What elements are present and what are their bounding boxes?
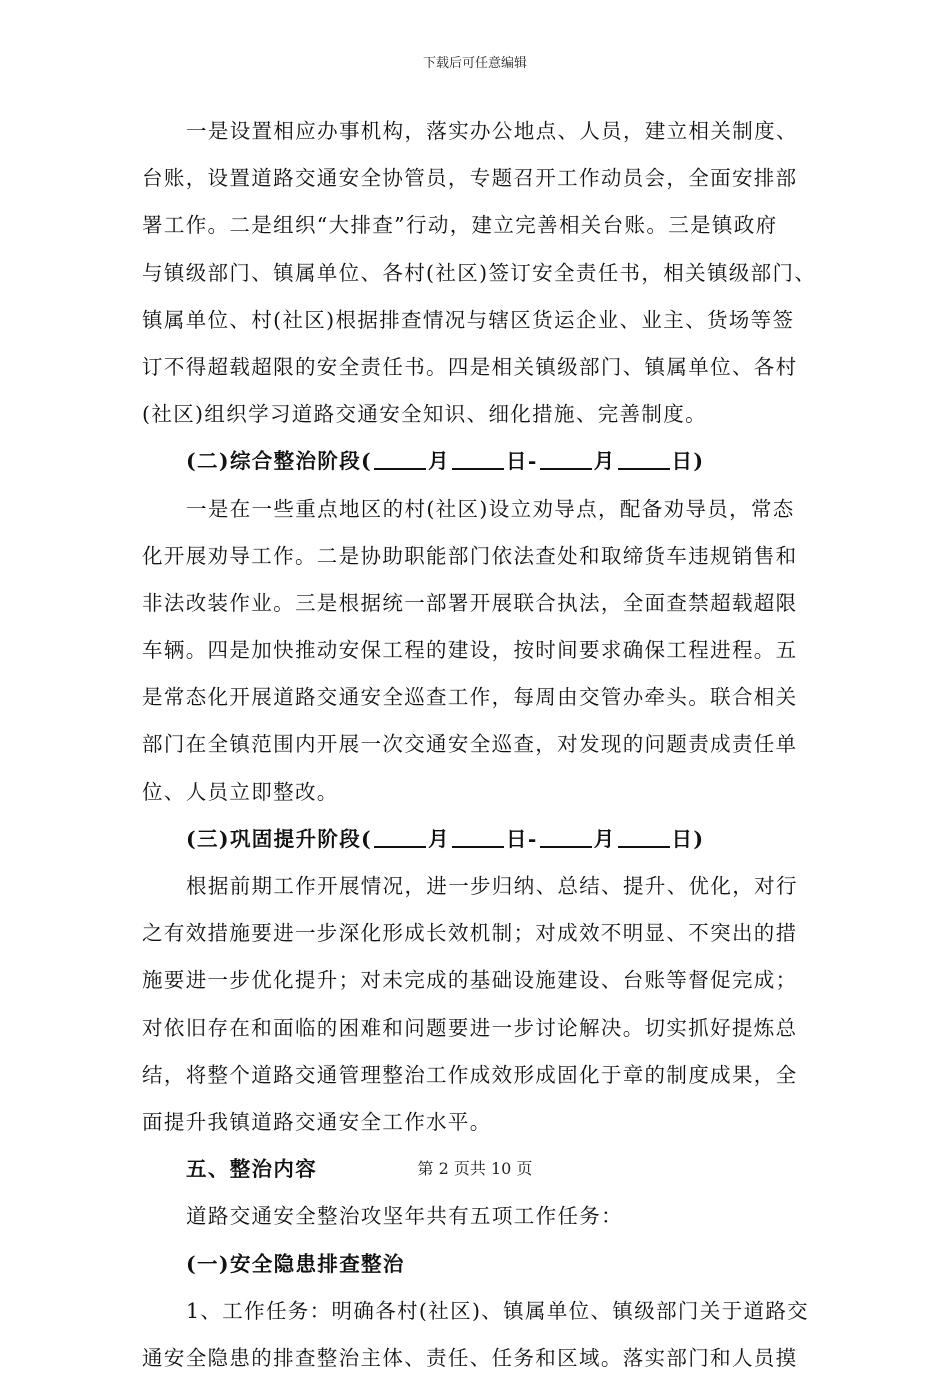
paragraph-line: 车辆。四是加快推动安保工程的建设，按时间要求确保工程进程。五: [142, 638, 798, 663]
subsection-heading: (一)安全隐患排查整治: [186, 1251, 405, 1276]
heading-month: 月: [428, 449, 450, 474]
blank-underline: [374, 448, 426, 470]
heading-end: 日): [671, 826, 705, 851]
paragraph-line: 镇属单位、村(社区)根据排查情况与辖区货运企业、业主、货场等签: [142, 307, 795, 332]
paragraph-line: 署工作。二是组织“大排查”行动，建立完善相关台账。三是镇政府: [142, 213, 778, 238]
heading-day: 日-: [505, 449, 538, 474]
paragraph-line: 对依旧存在和面临的困难和问题要进一步讨论解决。切实抓好提炼总: [142, 1015, 798, 1040]
paragraph-line: 一是在一些重点地区的村(社区)设立劝导点，配备劝导员，常态: [186, 496, 795, 521]
blank-underline: [374, 826, 426, 848]
page-footer: 第 2 页共 10 页: [417, 1159, 533, 1178]
paragraph-line: 结，将整个道路交通管理整治工作成效形成固化于章的制度成果，全: [142, 1062, 798, 1087]
blank-underline: [452, 826, 504, 848]
section-heading-stage2: [142, 438, 806, 485]
heading-month: 月: [593, 826, 616, 851]
section-heading-stage3: [142, 816, 806, 863]
paragraph-line: 是常态化开展道路交通安全巡查工作，每周由交管办牵头。联合相关: [142, 685, 798, 710]
blank-underline: [540, 448, 592, 470]
paragraph-line: 化开展劝导工作。二是协助职能部门依法查处和取缔货车违规销售和: [142, 543, 798, 568]
section-heading-content: 五、整治内容: [186, 1157, 318, 1182]
paragraph-line: 道路交通安全整治攻坚年共有五项工作任务：: [186, 1204, 623, 1229]
page-header: 下载后可任意编辑: [422, 56, 527, 71]
paragraph-line: 面提升我镇道路交通安全工作水平。: [142, 1109, 492, 1134]
heading-month: 月: [593, 449, 616, 474]
paragraph-line: 部门在全镇范围内开展一次交通安全巡查，对发现的问题责成责任单: [142, 732, 798, 757]
paragraph-line: 一是设置相应办事机构，落实办公地点、人员，建立相关制度、: [186, 119, 798, 143]
blank-underline: [540, 826, 592, 848]
heading-title: (二)综合整治阶段(: [186, 449, 373, 474]
heading-day: 日-: [505, 826, 538, 851]
paragraph-line: 台账，设置道路交通安全协管员，专题召开工作动员会，全面安排部: [142, 166, 798, 191]
paragraph-line: 之有效措施要进一步深化形成长效机制；对成效不明显、不突出的措: [142, 921, 798, 946]
paragraph-line: 1、工作任务：明确各村(社区)、镇属单位、镇级部门关于道路交: [186, 1298, 810, 1323]
blank-underline: [452, 448, 504, 470]
paragraph-line: 根据前期工作开展情况，进一步归纳、总结、提升、优化，对行: [186, 874, 798, 898]
paragraph-line: 非法改装作业。三是根据统一部署开展联合执法，全面查禁超载超限: [142, 590, 798, 615]
paragraph-line: 与镇级部门、镇属单位、各村(社区)签订安全责任书，相关镇级部门、: [142, 260, 817, 285]
blank-underline: [618, 826, 670, 848]
heading-end: 日): [671, 449, 705, 474]
heading-month: 月: [428, 826, 450, 851]
document-body: [142, 108, 817, 1382]
heading-title: (三)巩固提升阶段(: [186, 826, 373, 851]
paragraph-line: 订不得超载超限的安全责任书。四是相关镇级部门、镇属单位、各村: [142, 354, 798, 379]
paragraph-line: 通安全隐患的排查整治主体、责任、任务和区域。落实部门和人员摸: [142, 1345, 798, 1370]
paragraph-line: (社区)组织学习道路交通安全知识、细化措施、完善制度。: [142, 402, 707, 427]
paragraph-line: 施要进一步优化提升；对未完成的基础设施建设、台账等督促完成；: [142, 968, 798, 993]
paragraph-line: 位、人员立即整改。: [142, 779, 339, 804]
blank-underline: [618, 448, 670, 470]
